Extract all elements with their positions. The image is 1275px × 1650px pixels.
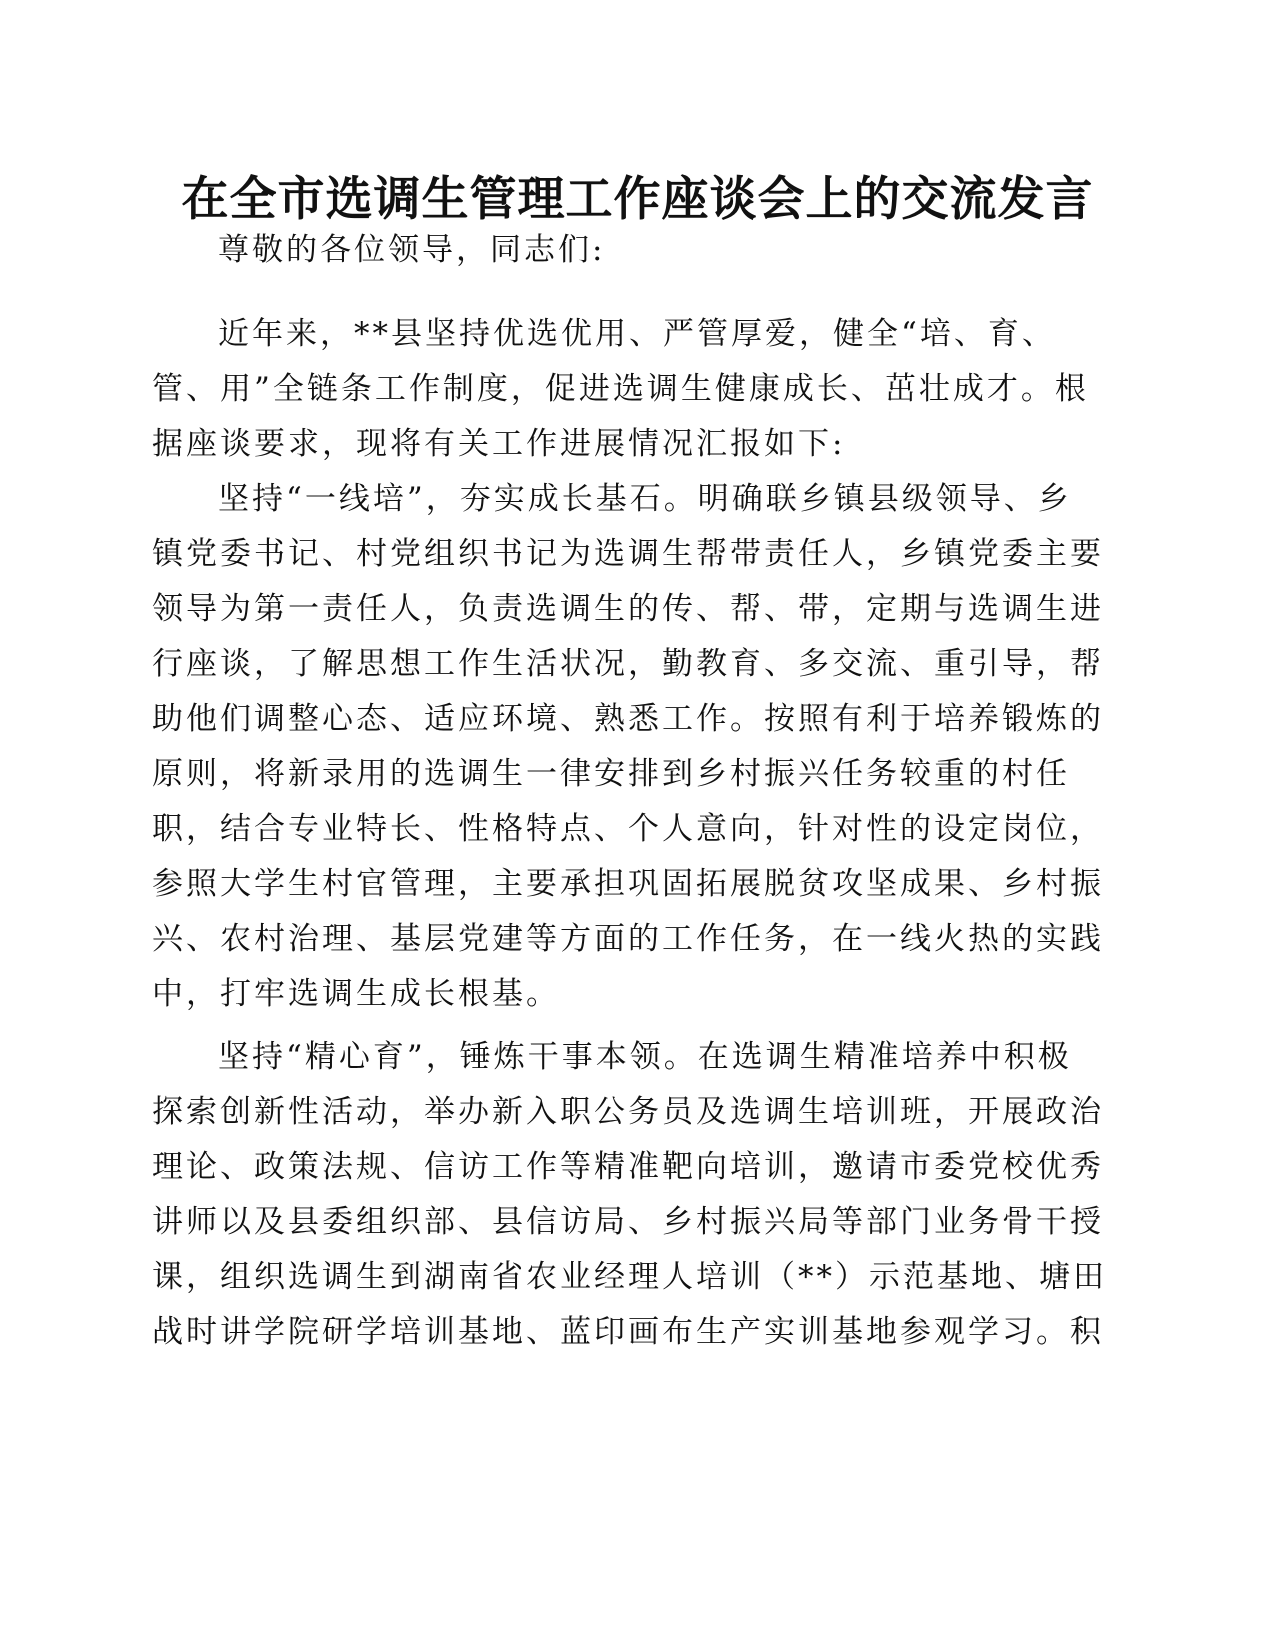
paragraph-3-line-4: 讲师以及县委组织部、县信访局、乡村振兴局等部门业务骨干授 xyxy=(152,1204,1104,1240)
paragraph-2-line-1: 坚持“一线培”，夯实成长基石。明确联乡镇县级领导、乡 xyxy=(218,481,1072,517)
paragraph-1-line-3: 据座谈要求，现将有关工作进展情况汇报如下: xyxy=(152,426,846,462)
paragraph-2-line-10: 中，打牢选调生成长根基。 xyxy=(152,976,560,1012)
paragraph-3-line-2: 探索创新性活动，举办新入职公务员及选调生培训班，开展政治 xyxy=(152,1094,1104,1130)
paragraph-2-line-8: 参照大学生村官管理，主要承担巩固拓展脱贫攻坚成果、乡村振 xyxy=(152,866,1104,902)
paragraph-2-line-2: 镇党委书记、村党组织书记为选调生帮带责任人，乡镇党委主要 xyxy=(152,536,1104,572)
paragraph-1-line-2: 管、用”全链条工作制度，促进选调生健康成长、茁壮成才。根 xyxy=(152,371,1089,407)
paragraph-2-line-3: 领导为第一责任人，负责选调生的传、帮、带，定期与选调生进 xyxy=(152,591,1104,627)
paragraph-3-line-6: 战时讲学院研学培训基地、蓝印画布生产实训基地参观学习。积 xyxy=(152,1314,1104,1350)
paragraph-2-line-9: 兴、农村治理、基层党建等方面的工作任务，在一线火热的实践 xyxy=(152,921,1104,957)
greeting: 尊敬的各位领导，同志们: xyxy=(218,232,606,268)
paragraph-2-line-7: 职，结合专业特长、性格特点、个人意向，针对性的设定岗位， xyxy=(152,811,1104,847)
paragraph-2-line-5: 助他们调整心态、适应环境、熟悉工作。按照有利于培养锻炼的 xyxy=(152,701,1104,737)
paragraph-3-line-1: 坚持“精心育”，锤炼干事本领。在选调生精准培养中积极 xyxy=(218,1039,1072,1075)
paragraph-2-line-6: 原则，将新录用的选调生一律安排到乡村振兴任务较重的村任 xyxy=(152,756,1070,792)
paragraph-3-line-3: 理论、政策法规、信访工作等精准靶向培训，邀请市委党校优秀 xyxy=(152,1149,1104,1185)
document-title: 在全市选调生管理工作座谈会上的交流发言 xyxy=(181,172,1094,227)
paragraph-1-line-1: 近年来，**县坚持优选优用、严管厚爱，健全“培、育、 xyxy=(218,316,1056,352)
paragraph-3-line-5: 课，组织选调生到湖南省农业经理人培训（**）示范基地、塘田 xyxy=(152,1259,1107,1295)
paragraph-2-line-4: 行座谈，了解思想工作生活状况，勤教育、多交流、重引导，帮 xyxy=(152,646,1104,682)
